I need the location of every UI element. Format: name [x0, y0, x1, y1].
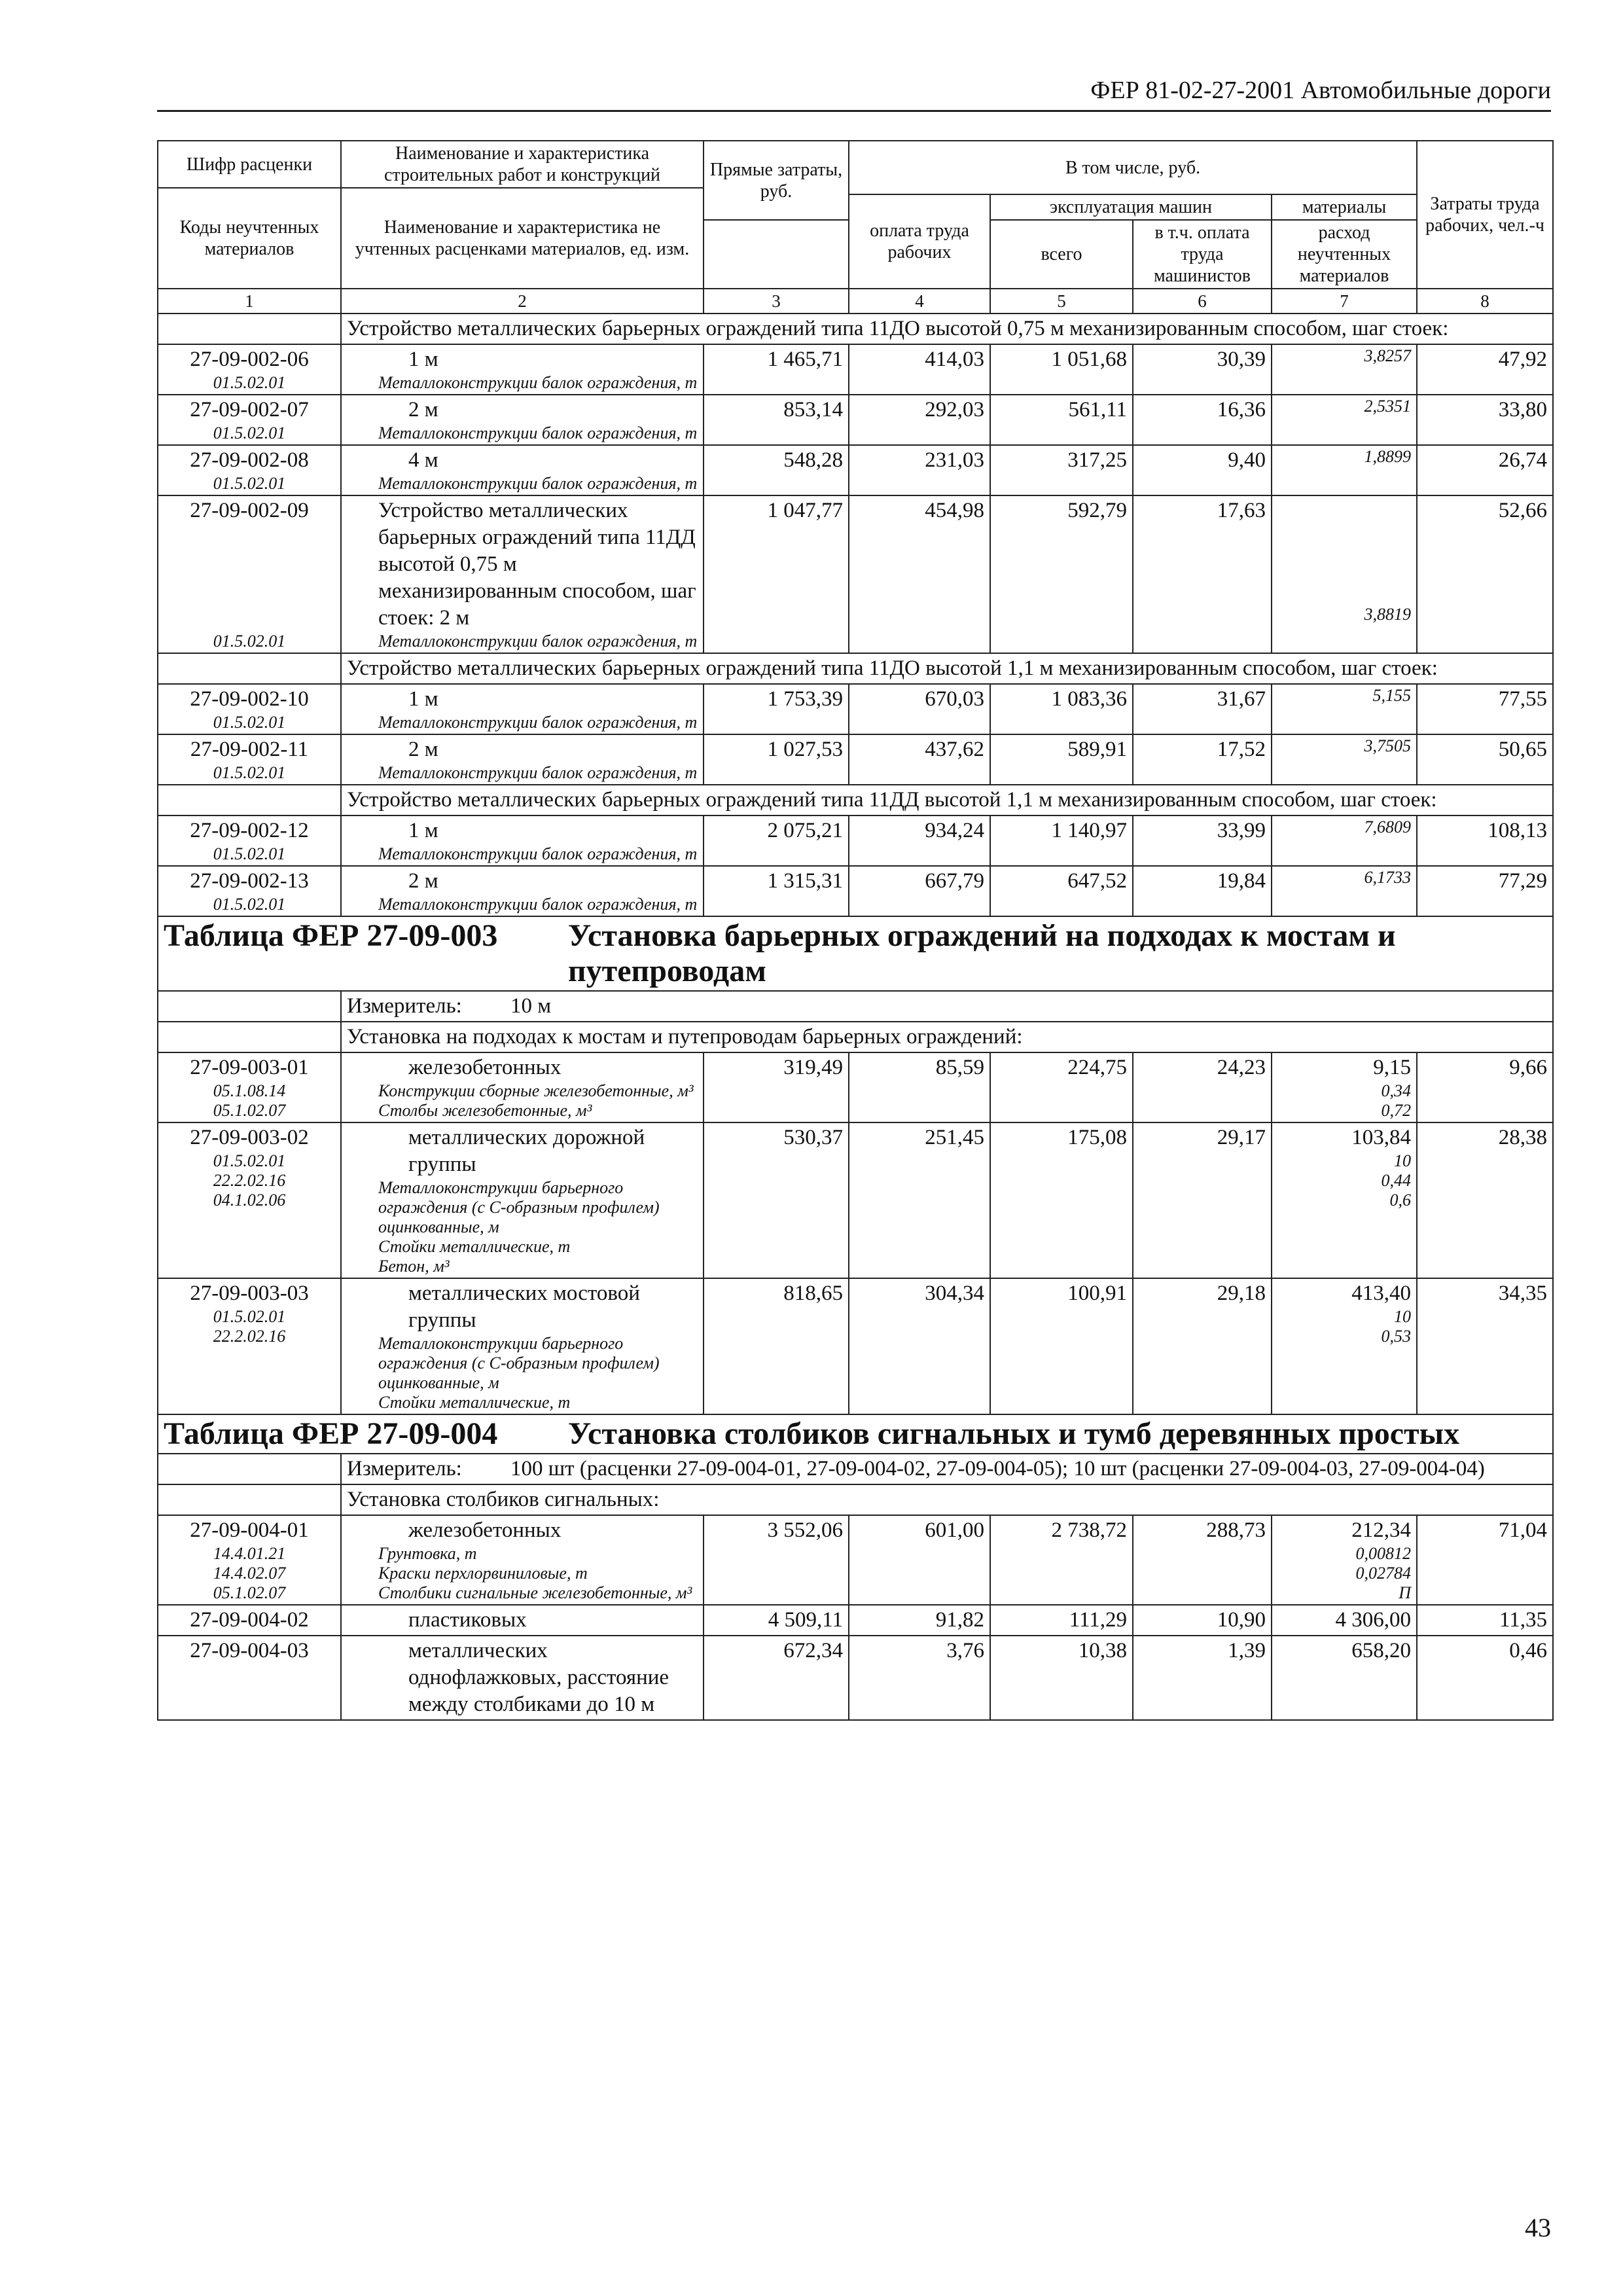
material-qty: 0,72: [1381, 1101, 1412, 1120]
material-qty: 10: [1394, 1151, 1412, 1170]
material-code: 01.5.02.01: [213, 895, 286, 914]
rate-name-cell: [341, 1052, 704, 1122]
materials-cell: [1272, 816, 1417, 866]
meter-value: 10 м: [510, 994, 552, 1018]
meter-label: Измеритель:: [347, 1457, 462, 1480]
material-code: 04.1.02.06: [213, 1191, 286, 1210]
table-row: [158, 1515, 1553, 1605]
page-header-title: ФЕР 81-02-27-2001 Автомобильные дороги: [1090, 77, 1551, 104]
direct-cost: 818,65: [704, 1278, 849, 1414]
header-mach-total: всего: [990, 220, 1133, 289]
rate-name-cell: [341, 1605, 704, 1636]
labor-hours: 52,66: [1417, 495, 1553, 653]
rate-code-cell: [158, 1122, 341, 1278]
labor-cost: 437,62: [849, 734, 990, 785]
table-row: [158, 1122, 1553, 1278]
machinist-cost: 30,39: [1133, 344, 1272, 395]
material-name: Грунтовка, т: [378, 1544, 477, 1563]
material-name: Металлоконструкции балок ограждения, т: [378, 713, 698, 732]
material-qty: 0,6: [1389, 1191, 1412, 1210]
rate-name-cell: [341, 344, 704, 395]
header-mat-qty: расход неучтенных материалов: [1272, 220, 1417, 289]
machines-cost: 592,79: [990, 495, 1133, 653]
section-title: Устройство металлических барьерных ограждений типа 11ДО высотой 0,75 м механизированным способом, шаг стоек:: [341, 314, 1553, 344]
machines-cost: 1 140,97: [990, 816, 1133, 866]
material-code: 01.5.02.01: [213, 423, 286, 442]
machines-cost: 224,75: [990, 1052, 1133, 1122]
section-row: [158, 1022, 1553, 1052]
labor-cost: 292,03: [849, 395, 990, 445]
material-code: 01.5.02.01: [213, 373, 286, 392]
labor-cost: 91,82: [849, 1605, 990, 1636]
machines-cost: 589,91: [990, 734, 1133, 785]
header-hours: Затраты труда рабочих, чел.-ч: [1417, 141, 1553, 289]
colnum: 6: [1133, 289, 1272, 314]
material-code: 14.4.02.07: [213, 1564, 286, 1583]
rate-name-cell: [341, 395, 704, 445]
machines-cost: 100,91: [990, 1278, 1133, 1414]
table-row: [158, 395, 1553, 445]
header-labor: оплата труда рабочих: [849, 194, 990, 289]
header-matcode: Коды неучтенных материалов: [158, 188, 341, 289]
header-direct-cont: [704, 220, 849, 289]
materials-cost: 212,34: [1351, 1518, 1412, 1542]
material-code: 01.5.02.01: [213, 713, 286, 732]
direct-cost: 4 509,11: [704, 1605, 849, 1636]
material-code: 22.2.02.16: [213, 1171, 286, 1190]
rate-code-cell: [158, 395, 341, 445]
machinist-cost: 31,67: [1133, 684, 1272, 734]
rate-code-cell: [158, 816, 341, 866]
table-row: [158, 1605, 1553, 1636]
material-code: 22.2.02.16: [213, 1327, 286, 1346]
material-qty: 0,53: [1381, 1327, 1412, 1346]
machines-cost: 1 083,36: [990, 684, 1133, 734]
material-name: Столбы железобетонные, м³: [378, 1101, 592, 1120]
rate-code: 27-09-004-01: [190, 1518, 309, 1542]
rate-code: 27-09-003-01: [190, 1056, 309, 1079]
table-row: [158, 445, 1553, 495]
price-table: [157, 140, 1554, 1721]
material-code: 05.1.02.07: [213, 1101, 286, 1120]
material-name: Металлоконструкции балок ограждения, т: [378, 423, 698, 442]
rate-code-cell: [158, 866, 341, 916]
machinist-cost: 16,36: [1133, 395, 1272, 445]
section-title: Установка на подходах к мостам и путепроводам барьерных ограждений:: [341, 1022, 1553, 1052]
meter-row: [158, 991, 1553, 1022]
material-qty: 0,00812: [1355, 1544, 1412, 1563]
materials-cell: [1272, 344, 1417, 395]
rate-code-cell: [158, 1605, 341, 1636]
table-row: [158, 344, 1553, 395]
rate-name-cell: [341, 445, 704, 495]
material-qty: 10: [1394, 1307, 1412, 1326]
table-row: [158, 734, 1553, 785]
material-qty: 3,8257: [1364, 346, 1412, 365]
machines-cost: 317,25: [990, 445, 1133, 495]
machines-cost: 10,38: [990, 1636, 1133, 1720]
material-qty: 3,8819: [1364, 605, 1412, 624]
machinist-cost: 29,18: [1133, 1278, 1272, 1414]
rate-code: 27-09-002-10: [190, 687, 309, 711]
labor-hours: 71,04: [1417, 1515, 1553, 1605]
material-code: 01.5.02.01: [213, 844, 286, 863]
rate-code-cell: [158, 344, 341, 395]
machines-cost: 1 051,68: [990, 344, 1133, 395]
labor-hours: 11,35: [1417, 1605, 1553, 1636]
direct-cost: 672,34: [704, 1636, 849, 1720]
table-title-label: Таблица ФЕР 27-09-003: [164, 918, 498, 953]
labor-hours: 0,46: [1417, 1636, 1553, 1720]
material-name: Бетон, м³: [378, 1257, 450, 1276]
material-name: Металлоконструкции балок ограждения, т: [378, 474, 698, 493]
material-name: Металлоконструкции балок ограждения, т: [378, 844, 698, 863]
meter-label: Измеритель:: [347, 994, 462, 1018]
materials-cell: [1272, 1122, 1417, 1278]
direct-cost: 1 047,77: [704, 495, 849, 653]
rate-name: 1 м: [408, 819, 438, 842]
colnum: 1: [158, 289, 341, 314]
materials-cost: 658,20: [1351, 1639, 1412, 1662]
materials-cell: [1272, 1278, 1417, 1414]
colnum: 5: [990, 289, 1133, 314]
labor-hours: 77,29: [1417, 866, 1553, 916]
rate-name: 2 м: [408, 869, 438, 893]
section-title: Устройство металлических барьерных ограждений типа 11ДД высотой 1,1 м механизированным способом, шаг стоек:: [341, 785, 1553, 816]
material-code: 14.4.01.21: [213, 1544, 286, 1563]
labor-cost: 251,45: [849, 1122, 990, 1278]
rate-name: Устройство металлических барьерных ограждений типа 11ДД высотой 0,75 м механизированным способом, шаг стоек: 2 м: [378, 499, 696, 630]
direct-cost: 548,28: [704, 445, 849, 495]
machinist-cost: 9,40: [1133, 445, 1272, 495]
rate-code-cell: [158, 1278, 341, 1414]
rate-name-cell: [341, 734, 704, 785]
rate-name-cell: [341, 1278, 704, 1414]
rate-name-cell: [341, 495, 704, 653]
direct-cost: 1 027,53: [704, 734, 849, 785]
rate-code: 27-09-002-11: [190, 738, 309, 761]
rate-name-cell: [341, 1515, 704, 1605]
table-row: [158, 1278, 1553, 1414]
rate-name-cell: [341, 684, 704, 734]
rate-code: 27-09-004-03: [190, 1639, 309, 1662]
material-qty: 5,155: [1372, 686, 1412, 705]
machinist-cost: 288,73: [1133, 1515, 1272, 1605]
header-incl: В том числе, руб.: [849, 141, 1417, 194]
labor-cost: 454,98: [849, 495, 990, 653]
rate-name: пластиковых: [408, 1608, 527, 1632]
machines-cost: 2 738,72: [990, 1515, 1133, 1605]
machines-cost: 111,29: [990, 1605, 1133, 1636]
rate-code: 27-09-004-02: [190, 1608, 309, 1632]
material-code: 01.5.02.01: [213, 632, 286, 651]
material-code: 05.1.02.07: [213, 1583, 286, 1602]
labor-hours: 50,65: [1417, 734, 1553, 785]
machinist-cost: 17,52: [1133, 734, 1272, 785]
rate-name-cell: [341, 1636, 704, 1720]
page-header: [157, 73, 1551, 112]
machines-cost: 175,08: [990, 1122, 1133, 1278]
rate-name: железобетонных: [408, 1518, 562, 1542]
labor-cost: 601,00: [849, 1515, 990, 1605]
table-row: [158, 1636, 1553, 1720]
column-numbers: [158, 289, 1553, 314]
header-machines: эксплуатация машин: [990, 194, 1272, 220]
materials-cost: 103,84: [1351, 1126, 1412, 1149]
material-qty: 2,5351: [1364, 397, 1412, 416]
rate-name: металлических мостовой группы: [408, 1282, 640, 1332]
rate-code: 27-09-002-13: [190, 869, 309, 893]
labor-cost: 414,03: [849, 344, 990, 395]
materials-cost: 9,15: [1373, 1056, 1412, 1079]
section-row: [158, 1484, 1553, 1515]
material-qty: 3,7505: [1364, 736, 1412, 755]
materials-cell: [1272, 1515, 1417, 1605]
rate-name: 4 м: [408, 448, 438, 472]
material-code: 01.5.02.01: [213, 1151, 286, 1170]
rate-code: 27-09-003-03: [190, 1282, 309, 1305]
materials-cell: [1272, 495, 1417, 653]
machines-cost: 647,52: [990, 866, 1133, 916]
material-name: Краски перхлорвиниловые, т: [378, 1564, 588, 1583]
labor-cost: 85,59: [849, 1052, 990, 1122]
direct-cost: 2 075,21: [704, 816, 849, 866]
header-mach-op: в т.ч. оплата труда машинистов: [1133, 220, 1272, 289]
labor-cost: 231,03: [849, 445, 990, 495]
rate-code-cell: [158, 1636, 341, 1720]
direct-cost: 530,37: [704, 1122, 849, 1278]
material-name: Металлоконструкции барьерного ограждения (с С-образным профилем) оцинкованные, м: [378, 1334, 660, 1392]
material-name: Столбики сигнальные железобетонные, м³: [378, 1583, 692, 1602]
section-title: Установка столбиков сигнальных:: [341, 1484, 1553, 1515]
direct-cost: 853,14: [704, 395, 849, 445]
section-title: Устройство металлических барьерных ограждений типа 11ДО высотой 1,1 м механизированным способом, шаг стоек:: [341, 653, 1553, 684]
direct-cost: 1 753,39: [704, 684, 849, 734]
header-code: Шифр расценки: [158, 141, 341, 188]
machines-cost: 561,11: [990, 395, 1133, 445]
direct-cost: 1 465,71: [704, 344, 849, 395]
materials-cell: [1272, 1605, 1417, 1636]
materials-cell: [1272, 1636, 1417, 1720]
direct-cost: 3 552,06: [704, 1515, 849, 1605]
colnum: 8: [1417, 289, 1553, 314]
page-number: 43: [1525, 2213, 1551, 2242]
rate-code-cell: [158, 1515, 341, 1605]
rate-name: 2 м: [408, 398, 438, 422]
material-code: 01.5.02.01: [213, 763, 286, 782]
rate-code-cell: [158, 495, 341, 653]
material-name: Металлоконструкции балок ограждения, т: [378, 373, 698, 392]
table-row: [158, 1052, 1553, 1122]
rate-name-cell: [341, 816, 704, 866]
direct-cost: 319,49: [704, 1052, 849, 1122]
rate-code-cell: [158, 734, 341, 785]
material-qty: 6,1733: [1364, 868, 1412, 887]
materials-cell: [1272, 684, 1417, 734]
colnum: 7: [1272, 289, 1417, 314]
direct-cost: 1 315,31: [704, 866, 849, 916]
machinist-cost: 1,39: [1133, 1636, 1272, 1720]
section-row: [158, 785, 1553, 816]
materials-cost: 4 306,00: [1335, 1608, 1412, 1632]
colnum: 4: [849, 289, 990, 314]
material-qty: 0,44: [1381, 1171, 1412, 1190]
rate-code-cell: [158, 684, 341, 734]
rate-code: 27-09-002-06: [190, 348, 309, 371]
rate-name: железобетонных: [408, 1056, 562, 1079]
table-row: [158, 816, 1553, 866]
table-title-row: [158, 1414, 1553, 1454]
rate-name-cell: [341, 866, 704, 916]
header-direct: Прямые затраты, руб.: [704, 141, 849, 220]
materials-cell: [1272, 1052, 1417, 1122]
table-header: [158, 141, 1553, 314]
rate-name: 1 м: [408, 687, 438, 711]
table-row: [158, 684, 1553, 734]
material-name: Стойки металлические, т: [378, 1393, 571, 1412]
machinist-cost: 17,63: [1133, 495, 1272, 653]
header-matname: Наименование и характеристика не учтенных расценками материалов, ед. изм.: [341, 188, 704, 289]
material-name: Стойки металлические, т: [378, 1237, 571, 1256]
rate-code: 27-09-002-07: [190, 398, 309, 422]
table-title-label: Таблица ФЕР 27-09-004: [164, 1416, 498, 1451]
labor-hours: 77,55: [1417, 684, 1553, 734]
labor-cost: 667,79: [849, 866, 990, 916]
machinist-cost: 29,17: [1133, 1122, 1272, 1278]
colnum: 2: [341, 289, 704, 314]
materials-cell: [1272, 395, 1417, 445]
labor-hours: 47,92: [1417, 344, 1553, 395]
section-row: [158, 653, 1553, 684]
material-name: Металлоконструкции барьерного ограждения (с С-образным профилем) оцинкованные, м: [378, 1178, 660, 1236]
colnum: 3: [704, 289, 849, 314]
labor-hours: 34,35: [1417, 1278, 1553, 1414]
labor-hours: 33,80: [1417, 395, 1553, 445]
material-qty: П: [1399, 1583, 1412, 1602]
labor-cost: 670,03: [849, 684, 990, 734]
rate-code-cell: [158, 1052, 341, 1122]
header-name: Наименование и характеристика строительных работ и конструкций: [341, 141, 704, 188]
labor-cost: 934,24: [849, 816, 990, 866]
material-name: Металлоконструкции балок ограждения, т: [378, 895, 698, 914]
table-row: [158, 495, 1553, 653]
rate-code: 27-09-002-09: [190, 499, 309, 522]
machinist-cost: 33,99: [1133, 816, 1272, 866]
machinist-cost: 10,90: [1133, 1605, 1272, 1636]
labor-cost: 3,76: [849, 1636, 990, 1720]
table-title-text: Установка барьерных ограждений на подходах к мостам и путепроводам: [568, 918, 1396, 988]
labor-hours: 108,13: [1417, 816, 1553, 866]
materials-cell: [1272, 445, 1417, 495]
rate-name: металлических однофлажковых, расстояние между столбиками до 10 м: [408, 1639, 669, 1716]
rate-code: 27-09-002-08: [190, 448, 309, 472]
rate-name-cell: [341, 1122, 704, 1278]
labor-hours: 26,74: [1417, 445, 1553, 495]
material-code: 05.1.08.14: [213, 1081, 286, 1100]
machinist-cost: 19,84: [1133, 866, 1272, 916]
table-row: [158, 866, 1553, 916]
rate-code-cell: [158, 445, 341, 495]
meter-row: [158, 1454, 1553, 1484]
material-name: Металлоконструкции балок ограждения, т: [378, 763, 698, 782]
labor-hours: 28,38: [1417, 1122, 1553, 1278]
rate-code: 27-09-002-12: [190, 819, 309, 842]
rate-name: 2 м: [408, 738, 438, 761]
table-title-text: Установка столбиков сигнальных и тумб деревянных простых: [568, 1416, 1460, 1451]
section-row: [158, 314, 1553, 344]
material-code: 01.5.02.01: [213, 1307, 286, 1326]
material-code: 01.5.02.01: [213, 474, 286, 493]
meter-value: 100 шт (расценки 27-09-004-01, 27-09-004-02, 27-09-004-05); 10 шт (расценки 27-09-004-03, 27-09-004-04): [510, 1457, 1485, 1480]
material-qty: 0,34: [1381, 1081, 1412, 1100]
materials-cell: [1272, 734, 1417, 785]
materials-cell: [1272, 866, 1417, 916]
table-title-row: [158, 916, 1553, 991]
material-name: Конструкции сборные железобетонные, м³: [378, 1081, 694, 1100]
rate-name: 1 м: [408, 348, 438, 371]
labor-hours: 9,66: [1417, 1052, 1553, 1122]
header-materials: материалы: [1272, 194, 1417, 220]
rate-name: металлических дорожной группы: [408, 1126, 645, 1176]
rate-code: 27-09-003-02: [190, 1126, 309, 1149]
machinist-cost: 24,23: [1133, 1052, 1272, 1122]
material-qty: 1,8899: [1364, 447, 1412, 466]
material-name: Металлоконструкции балок ограждения, т: [378, 632, 698, 651]
material-qty: 0,02784: [1355, 1564, 1412, 1583]
materials-cost: 413,40: [1351, 1282, 1412, 1305]
material-qty: 7,6809: [1364, 817, 1412, 836]
labor-cost: 304,34: [849, 1278, 990, 1414]
